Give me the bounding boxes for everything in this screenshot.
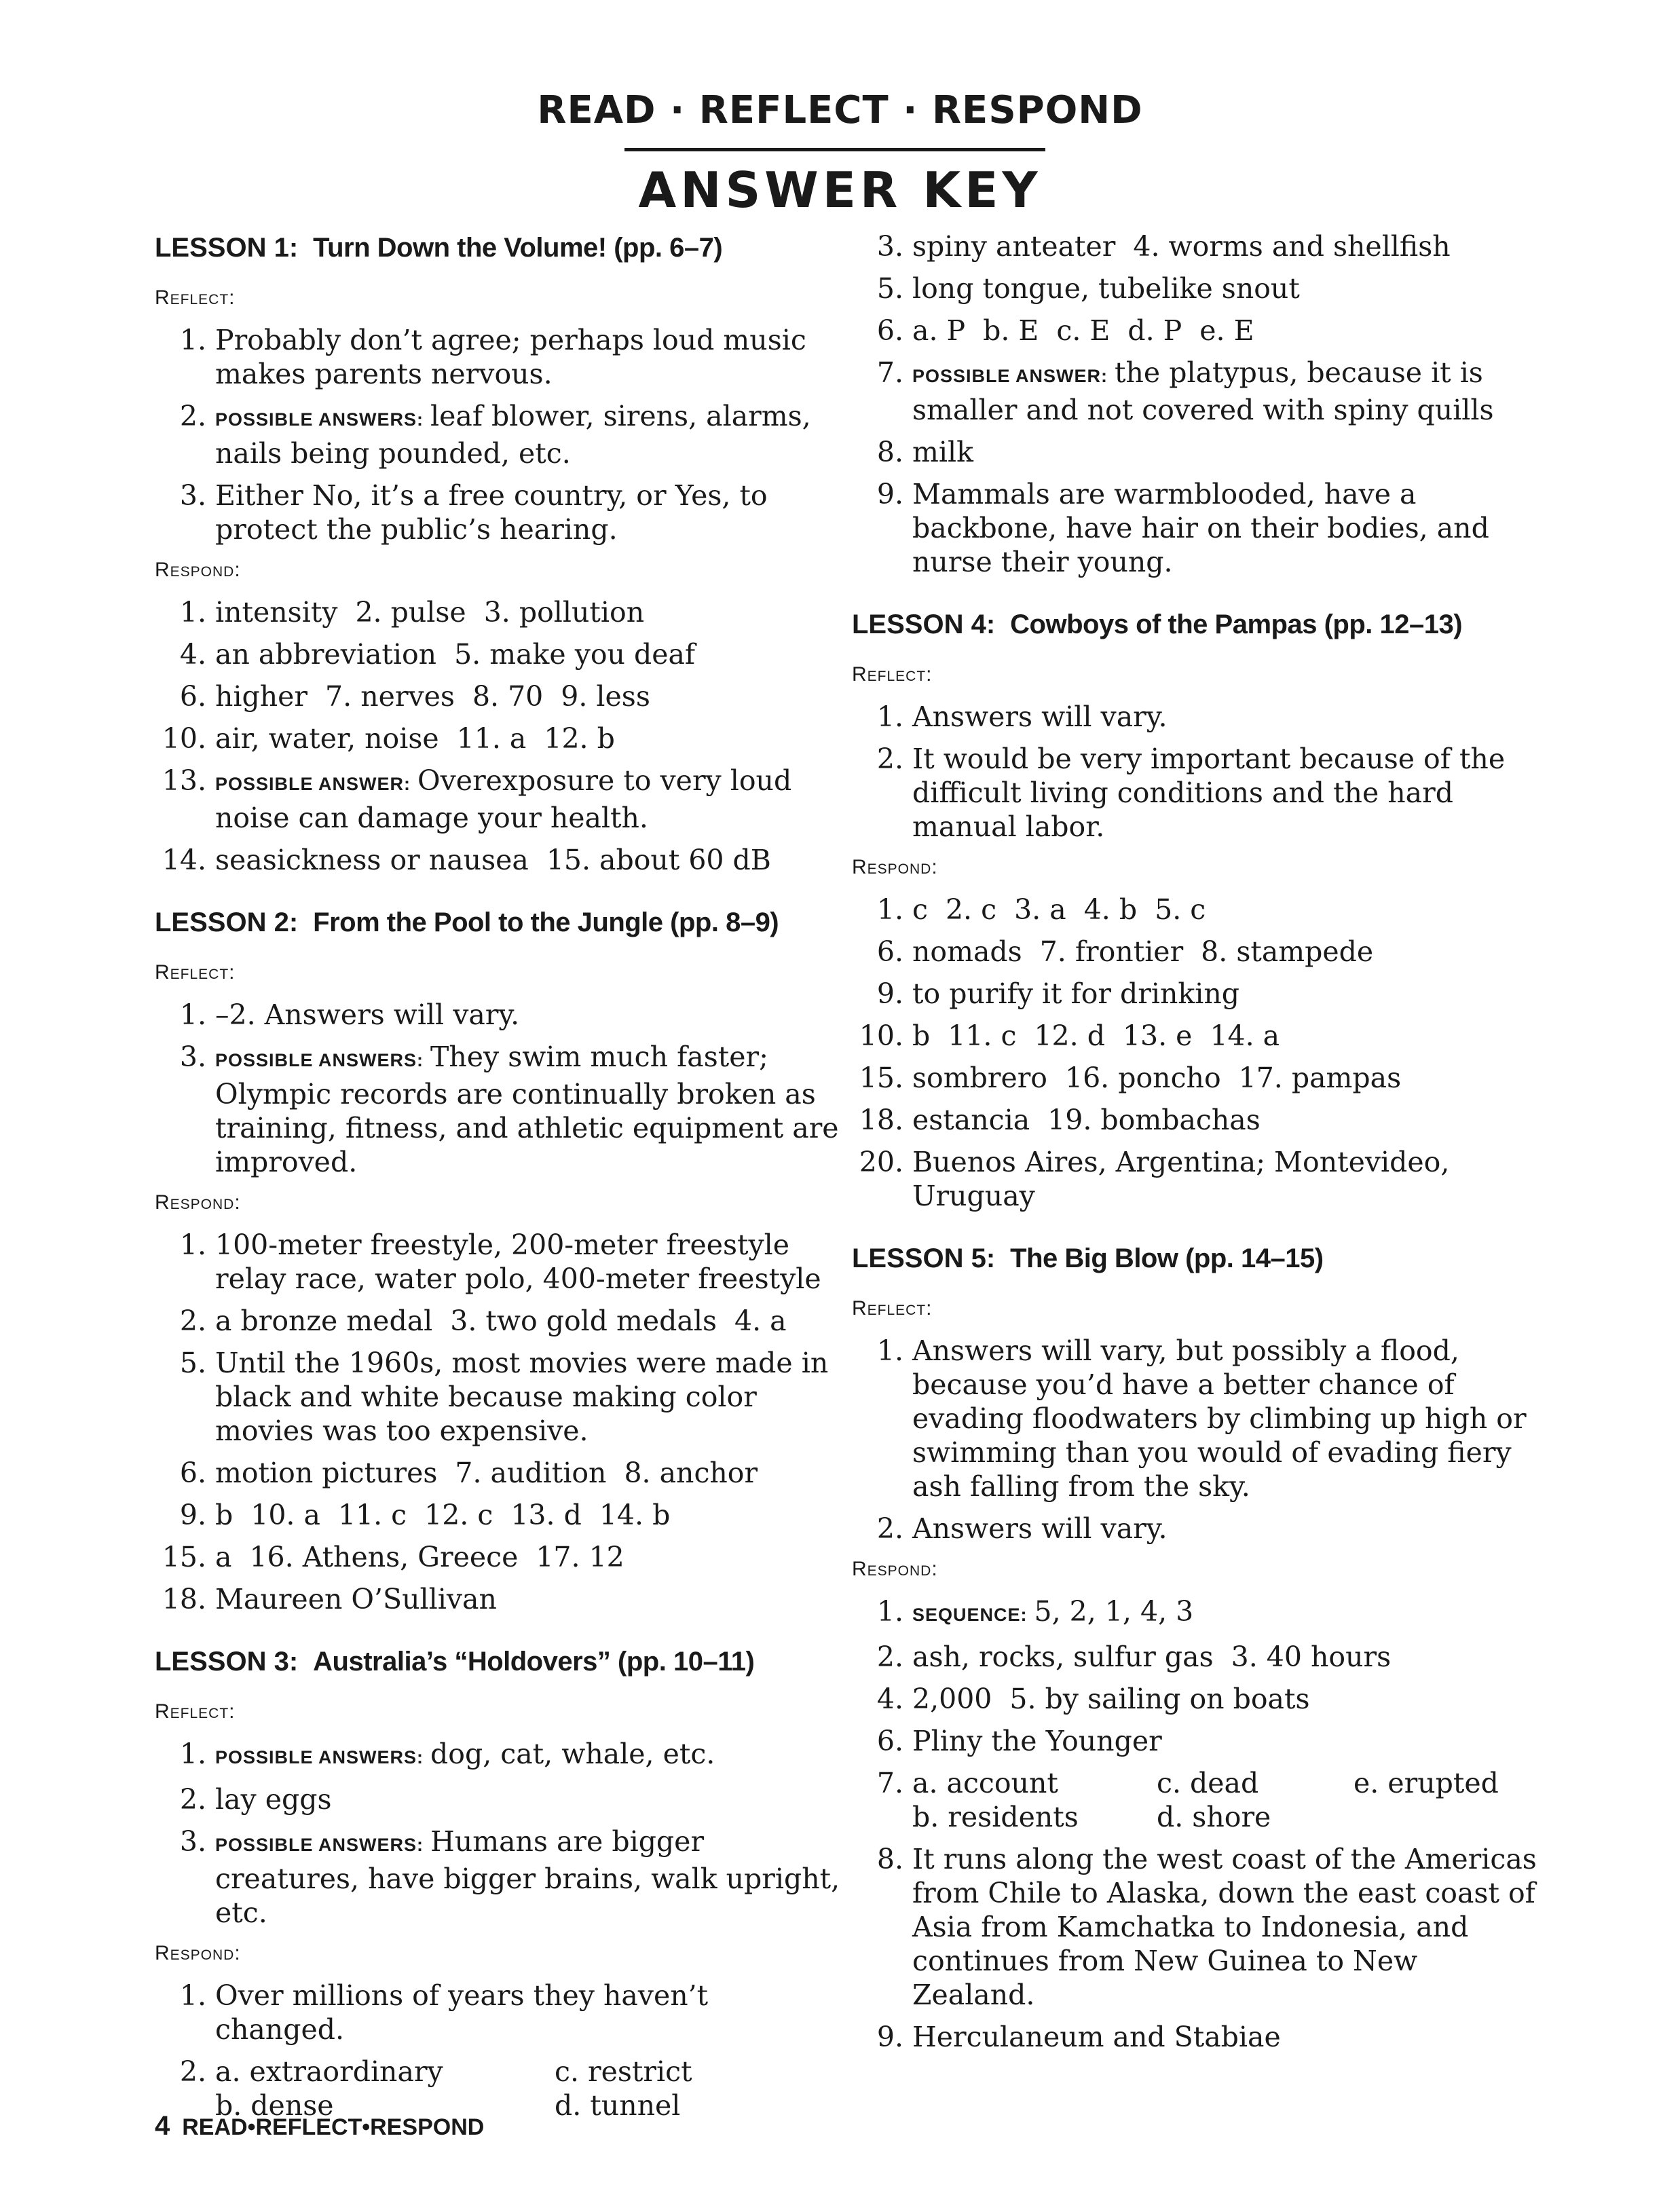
- inline-answer: e. E: [1199, 314, 1254, 347]
- lesson-number: LESSON 4:: [852, 610, 996, 639]
- inline-answer: 4. a: [734, 1305, 787, 1337]
- inline-answer: 7. frontier: [1039, 935, 1184, 968]
- answer-item: [852, 1682, 1537, 1716]
- item-number: 1.: [179, 998, 206, 1031]
- answer-tag: POSSIBLE ANSWER:: [215, 774, 411, 794]
- item-number: 15.: [162, 1541, 206, 1573]
- reflect-list: [852, 700, 1537, 844]
- answer-item: [852, 1842, 1537, 2012]
- item-number: 4.: [876, 1683, 903, 1715]
- item-text: Humans are bigger creatures, have bigger brains, walk upright, etc.: [215, 1825, 840, 1929]
- item-text: long tongue, tubelike snout: [912, 272, 1300, 305]
- inline-answer: 5. c: [1155, 893, 1206, 926]
- item-text: 2,000: [912, 1683, 992, 1715]
- answer-item: [155, 479, 840, 546]
- option: c. restrict: [555, 2055, 692, 2088]
- item-number: 20.: [859, 1146, 903, 1178]
- lesson-heading: [155, 229, 840, 266]
- options-grid: [912, 1766, 1537, 1834]
- item-number: 5.: [179, 1347, 206, 1379]
- item-text: leaf blower, sirens, alarms, nails being pounded, etc.: [215, 400, 811, 470]
- item-number: 2.: [179, 1783, 206, 1816]
- reflect-label: Reflect:: [155, 961, 236, 984]
- answer-item: [155, 1304, 840, 1338]
- lesson-heading: [155, 1643, 840, 1680]
- answer-tag: POSSIBLE ANSWER:: [912, 366, 1108, 386]
- item-text: Until the 1960s, most movies were made in black and white because making color movies was too expensive.: [215, 1347, 829, 1447]
- answer-item: [155, 399, 840, 470]
- item-number: 1.: [876, 1595, 903, 1628]
- reflect-label: Reflect:: [155, 1700, 236, 1723]
- lesson-4: [852, 606, 1537, 1213]
- inline-answer: 3. pollution: [483, 596, 645, 629]
- item-text: lay eggs: [215, 1783, 332, 1816]
- inline-answer: 9. less: [561, 680, 650, 713]
- item-text: b: [215, 1499, 234, 1531]
- answer-item: [852, 1640, 1537, 1674]
- item-number: 9.: [876, 977, 903, 1010]
- inline-answer: 11. a: [456, 722, 527, 755]
- reflect-list: [155, 323, 840, 546]
- inline-answer: 5. by sailing on boats: [1009, 1683, 1310, 1715]
- item-number: 1.: [179, 1738, 206, 1770]
- lesson-title: From the Pool to the Jungle (pp. 8–9): [313, 908, 779, 937]
- item-number: 10.: [859, 1019, 903, 1052]
- item-text: Overexposure to very loud noise can damage your health.: [215, 764, 792, 834]
- item-text: an abbreviation: [215, 638, 437, 671]
- answer-item: [852, 1019, 1537, 1053]
- item-text: Pliny the Younger: [912, 1725, 1162, 1757]
- lesson-heading: [852, 606, 1537, 643]
- inline-answer: 11. c: [948, 1019, 1017, 1052]
- inline-answer: 19. bombachas: [1047, 1104, 1261, 1136]
- item-number: 14.: [162, 844, 206, 876]
- reflect-label: Reflect:: [852, 1297, 933, 1320]
- item-text: the platypus, because it is smaller and not covered with spiny quills: [912, 356, 1494, 426]
- item-text: Answers will vary.: [912, 700, 1168, 733]
- page-footer: [155, 2111, 484, 2141]
- inline-answer: 12. c: [424, 1499, 493, 1531]
- item-number: 6.: [876, 1725, 903, 1757]
- answer-item: [852, 314, 1537, 348]
- option: c. dead: [1157, 1767, 1259, 1799]
- answer-item: [852, 477, 1537, 579]
- answer-item: [852, 1061, 1537, 1095]
- lesson-number: LESSON 3:: [155, 1647, 299, 1677]
- item-text: Mammals are warmblooded, have a backbone, have hair on their bodies, and nurse their young.: [912, 478, 1489, 578]
- lesson-number: LESSON 1:: [155, 233, 299, 263]
- option: d. shore: [1157, 1801, 1271, 1833]
- item-text: a. P: [912, 314, 966, 347]
- inline-answer: 16. poncho: [1065, 1062, 1221, 1094]
- answer-tag: POSSIBLE ANSWERS:: [215, 1835, 424, 1855]
- item-text: a bronze medal: [215, 1305, 433, 1337]
- lesson-title: Australia’s “Holdovers” (pp. 10–11): [313, 1647, 755, 1677]
- answer-tag: POSSIBLE ANSWERS:: [215, 1747, 424, 1767]
- lesson-title: Turn Down the Volume! (pp. 6–7): [313, 233, 723, 263]
- lesson-heading: [155, 904, 840, 941]
- item-text: Probably don’t agree; perhaps loud music makes parents nervous.: [215, 324, 806, 390]
- inline-answer: 5. make you deaf: [454, 638, 696, 671]
- answer-item: [155, 637, 840, 671]
- item-number: 7.: [876, 356, 903, 389]
- inline-answer: 12. d: [1034, 1019, 1105, 1052]
- footer-label: READ•REFLECT•RESPOND: [182, 2114, 485, 2140]
- item-text: Answers will vary, but possibly a flood, because you’d have a better chance of evading floodwaters by climbing up high or swimming than you would of evading fiery ash falling from the sky.: [912, 1334, 1527, 1503]
- inline-answer: 14. b: [599, 1499, 671, 1531]
- lesson-title: The Big Blow (pp. 14–15): [1010, 1243, 1324, 1273]
- lesson-1: [155, 229, 840, 877]
- item-number: 9.: [876, 478, 903, 510]
- inline-answer: b. E: [983, 314, 1039, 347]
- answer-item: [155, 1498, 840, 1532]
- inline-answer: 2. c: [945, 893, 997, 926]
- answer-item: [852, 2020, 1537, 2054]
- lesson-3: [155, 1643, 840, 2122]
- item-number: 6.: [876, 314, 903, 347]
- item-number: 1.: [876, 700, 903, 733]
- inline-answer: 13. d: [510, 1499, 582, 1531]
- answer-item: [852, 893, 1537, 927]
- inline-answer: 8. anchor: [624, 1457, 758, 1489]
- lesson-3-respond-continued: [852, 229, 1537, 579]
- inline-answer: 3. 40 hours: [1231, 1641, 1392, 1673]
- item-text: Herculaneum and Stabiae: [912, 2021, 1281, 2053]
- respond-label: Respond:: [852, 856, 938, 878]
- answer-item: [852, 1512, 1537, 1546]
- inline-answer: 16. Athens, Greece: [249, 1541, 519, 1573]
- respond-label: Respond:: [155, 559, 241, 581]
- answer-item: [852, 1334, 1537, 1503]
- answer-item: [155, 1040, 840, 1179]
- item-text: a: [215, 1541, 232, 1573]
- inline-answer: 17. 12: [536, 1541, 624, 1573]
- inline-answer: 12. b: [544, 722, 615, 755]
- answer-item: [155, 679, 840, 713]
- item-text: They swim much faster; Olympic records are continually broken as training, fitness, and athletic equipment are improved.: [215, 1041, 839, 1178]
- item-number: 6.: [876, 935, 903, 968]
- item-text: air, water, noise: [215, 722, 439, 755]
- lesson-number: LESSON 2:: [155, 908, 299, 937]
- answer-item: [155, 1782, 840, 1816]
- respond-list: [155, 1228, 840, 1616]
- answer-item: [852, 435, 1537, 469]
- item-number: 1.: [179, 596, 206, 629]
- answer-item: [852, 935, 1537, 969]
- lesson-title: Cowboys of the Pampas (pp. 12–13): [1010, 610, 1463, 639]
- item-number: 9.: [876, 2021, 903, 2053]
- option: b. residents: [912, 1801, 1079, 1833]
- respond-list: [852, 1842, 1537, 2054]
- answer-item: [155, 1346, 840, 1448]
- reflect-list: [155, 998, 840, 1179]
- lesson-number: LESSON 5:: [852, 1243, 996, 1273]
- answer-item: [155, 1825, 840, 1930]
- inline-answer: 7. nerves: [325, 680, 455, 713]
- item-number: 2.: [179, 400, 206, 432]
- answer-item: [852, 1724, 1537, 1758]
- item-number: 4.: [179, 638, 206, 671]
- reflect-list: [155, 1737, 840, 1930]
- answer-item: [155, 1540, 840, 1574]
- answer-item: [155, 722, 840, 755]
- item-text: 100-meter freestyle, 200-meter freestyle relay race, water polo, 400-meter freestyle: [215, 1229, 821, 1295]
- item-number: 1.: [876, 1334, 903, 1367]
- option: e. erupted: [1354, 1767, 1499, 1799]
- inline-answer: 7. audition: [455, 1457, 607, 1489]
- item-text: higher: [215, 680, 308, 713]
- item-number: 3.: [179, 479, 206, 512]
- answer-item: [155, 764, 840, 835]
- answer-tag: POSSIBLE ANSWERS:: [215, 409, 424, 430]
- reflect-label: Reflect:: [155, 286, 236, 309]
- respond-label: Respond:: [852, 1558, 938, 1580]
- respond-list: [852, 1594, 1537, 1758]
- respond-label: Respond:: [155, 1191, 241, 1214]
- reflect-label: Reflect:: [852, 663, 933, 686]
- answer-item: [852, 272, 1537, 305]
- answer-item: [155, 998, 840, 1032]
- item-number: 1.: [876, 893, 903, 926]
- inline-answer: 4. b: [1083, 893, 1138, 926]
- item-number: 13.: [162, 764, 206, 797]
- item-number: 3.: [179, 1041, 206, 1073]
- brand-underline: [624, 148, 1045, 151]
- answer-item: [155, 1456, 840, 1490]
- inline-answer: 14. a: [1210, 1019, 1280, 1052]
- item-text: sombrero: [912, 1062, 1047, 1094]
- item-text: dog, cat, whale, etc.: [430, 1738, 715, 1770]
- right-column: [852, 229, 1537, 2062]
- inline-answer: 3. two gold medals: [450, 1305, 717, 1337]
- option: b. dense: [215, 2089, 334, 2122]
- item-text: Either No, it’s a free country, or Yes, to protect the public’s hearing.: [215, 479, 768, 546]
- answer-item: [155, 595, 840, 629]
- item-text: milk: [912, 436, 973, 468]
- item-text: motion pictures: [215, 1457, 438, 1489]
- item-text: to purify it for drinking: [912, 977, 1240, 1010]
- item-number: 2.: [876, 743, 903, 775]
- inline-answer: 8. stampede: [1201, 935, 1374, 968]
- inline-answer: 3. a: [1014, 893, 1066, 926]
- inline-answer: 10. a: [250, 1499, 320, 1531]
- item-number: 1.: [179, 1229, 206, 1261]
- item-number: 6.: [179, 1457, 206, 1489]
- item-text: seasickness or nausea: [215, 844, 529, 876]
- answer-item: [852, 1766, 1537, 1834]
- series-brand: READ · REFLECT · RESPOND: [537, 88, 1143, 132]
- item-number: 8.: [876, 1843, 903, 1875]
- answer-item: [852, 229, 1537, 263]
- respond-list: [155, 595, 840, 877]
- item-text: 5, 2, 1, 4, 3: [1034, 1595, 1194, 1628]
- item-number: 9.: [179, 1499, 206, 1531]
- inline-answer: 17. pampas: [1238, 1062, 1402, 1094]
- inline-answer: 4. worms and shellfish: [1133, 230, 1451, 263]
- answer-tag: SEQUENCE:: [912, 1605, 1028, 1625]
- answer-item: [852, 700, 1537, 734]
- item-text: –2. Answers will vary.: [215, 998, 520, 1031]
- answer-item: [155, 843, 840, 877]
- item-number: 1.: [179, 324, 206, 356]
- inline-answer: 15. about 60 dB: [546, 844, 771, 876]
- item-number: 18.: [162, 1583, 206, 1615]
- item-number: 2.: [876, 1512, 903, 1545]
- inline-answer: d. P: [1127, 314, 1182, 347]
- answer-item: [852, 1145, 1537, 1213]
- lesson-5: [852, 1240, 1537, 2054]
- answer-item: [852, 356, 1537, 427]
- item-number: 8.: [876, 436, 903, 468]
- answer-item: [155, 323, 840, 391]
- option: d. tunnel: [555, 2089, 681, 2122]
- page-title: ANSWER KEY: [638, 162, 1042, 219]
- answer-item: [852, 1594, 1537, 1632]
- answer-item: [155, 1979, 840, 2046]
- item-text: b: [912, 1019, 931, 1052]
- lesson-heading: [852, 1240, 1537, 1277]
- item-text: ash, rocks, sulfur gas: [912, 1641, 1214, 1673]
- option: a. extraordinary: [215, 2055, 443, 2088]
- item-text: intensity: [215, 596, 338, 629]
- inline-answer: 8. 70: [472, 680, 544, 713]
- item-number: 18.: [859, 1104, 903, 1136]
- answer-item: [155, 1737, 840, 1774]
- item-number: 5.: [876, 272, 903, 305]
- respond-label: Respond:: [155, 1942, 241, 1964]
- answer-item: [155, 1582, 840, 1616]
- item-number: 3.: [179, 1825, 206, 1858]
- item-number: 7.: [876, 1767, 903, 1799]
- answer-item: [852, 977, 1537, 1011]
- item-text: It would be very important because of the difficult living conditions and the hard manual labor.: [912, 743, 1506, 843]
- item-text: It runs along the west coast of the Americas from Chile to Alaska, down the east coast of Asia from Kamchatka to Indonesia, and continues from New Guinea to New Zealand.: [912, 1843, 1537, 2011]
- item-text: Answers will vary.: [912, 1512, 1168, 1545]
- option: [1354, 1800, 1544, 1834]
- left-column: [155, 229, 840, 2131]
- item-number: 2.: [179, 1305, 206, 1337]
- respond-list: [852, 893, 1537, 1213]
- answer-tag: POSSIBLE ANSWERS:: [215, 1050, 424, 1070]
- item-number: 1.: [179, 1979, 206, 2012]
- answer-item: [852, 1103, 1537, 1137]
- option: a. account: [912, 1767, 1058, 1799]
- item-number: 2.: [876, 1641, 903, 1673]
- item-number: 3.: [876, 230, 903, 263]
- item-text: spiny anteater: [912, 230, 1116, 263]
- item-number: 10.: [162, 722, 206, 755]
- item-number: 6.: [179, 680, 206, 713]
- lesson-2: [155, 904, 840, 1616]
- answer-item: [155, 1228, 840, 1296]
- item-text: Maureen O’Sullivan: [215, 1583, 497, 1615]
- inline-answer: 11. c: [337, 1499, 407, 1531]
- reflect-list: [852, 1334, 1537, 1546]
- item-text: nomads: [912, 935, 1022, 968]
- item-text: estancia: [912, 1104, 1030, 1136]
- inline-answer: 13. e: [1122, 1019, 1193, 1052]
- inline-answer: 2. pulse: [355, 596, 466, 629]
- item-text: Over millions of years they haven’t changed.: [215, 1979, 709, 2046]
- item-number: 15.: [859, 1062, 903, 1094]
- item-number: 2.: [179, 2055, 206, 2088]
- page-number: 4: [155, 2111, 170, 2141]
- item-text: Buenos Aires, Argentina; Montevideo, Uruguay: [912, 1146, 1450, 1212]
- item-text: c: [912, 893, 928, 926]
- inline-answer: c. E: [1056, 314, 1110, 347]
- answer-item: [852, 742, 1537, 844]
